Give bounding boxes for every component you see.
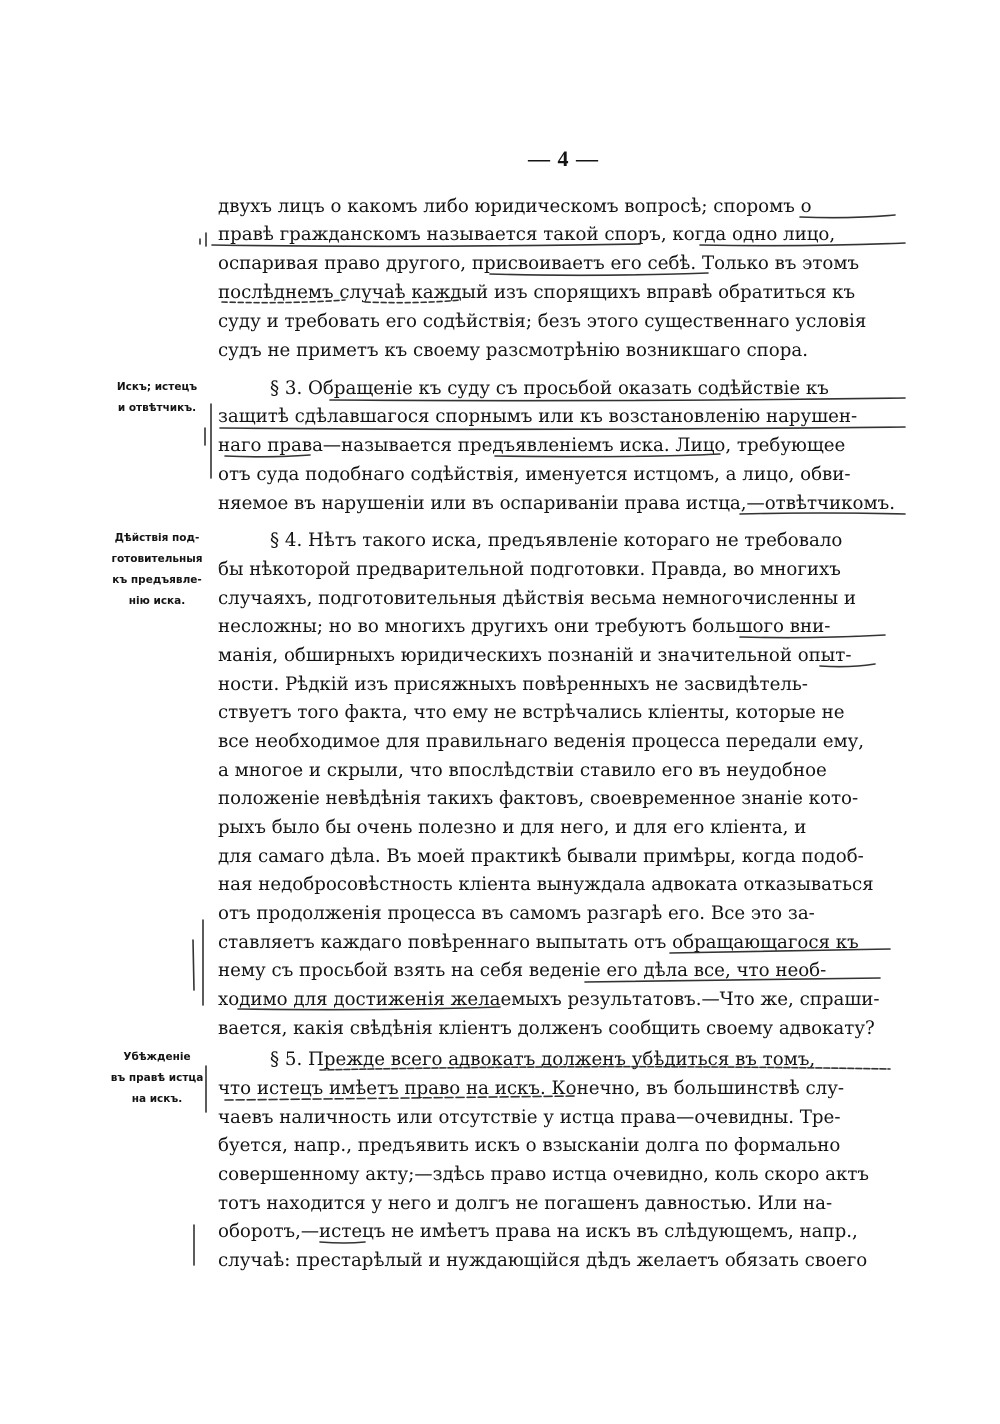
underline-mark: [495, 454, 720, 457]
margin-note-line: нію иска.: [128, 595, 186, 607]
underline-mark: [740, 635, 885, 638]
text-line: оспаривая право другого, присвоиваетъ его себѣ. Только въ этомъ: [218, 253, 860, 274]
margin-note-line: и отвѣтчикъ.: [117, 402, 197, 414]
text-line: отъ продолженія процесса въ самомъ разгарѣ его. Все это за-: [218, 903, 815, 924]
text-line: двухъ лицъ о какомъ либо юридическомъ вопросѣ; споромъ о: [218, 196, 812, 217]
text-line: вается, какія свѣдѣнія кліентъ долженъ сообщить своему адвокату?: [218, 1018, 875, 1039]
underline-mark: [222, 300, 345, 303]
text-line: все необходимое для правильнаго веденія процесса передали ему,: [218, 731, 865, 752]
margin-stroke: [193, 940, 194, 990]
text-line: § 5. Прежде всего адвокатъ долженъ убѣдиться въ томъ,: [270, 1049, 816, 1070]
underline-mark: [320, 1067, 890, 1070]
margin-note-line: Искъ; истецъ: [116, 381, 198, 393]
underline-mark: [212, 244, 640, 246]
margin-note-line: къ предъявле-: [112, 574, 202, 586]
margin-note-line: на искъ.: [131, 1093, 183, 1105]
text-line: для самаго дѣла. Въ моей практикѣ бывали примѣры, когда подоб-: [218, 846, 864, 867]
text-line: несложны; но во многихъ другихъ они требуютъ большого вни-: [218, 616, 831, 637]
text-line: случаяхъ, подготовительныя дѣйствія весьма немногочисленны и: [218, 588, 856, 609]
margin-note-line: Убѣжденіе: [123, 1051, 191, 1063]
underline-mark: [800, 215, 895, 218]
underline-mark: [225, 455, 310, 457]
text-line: наго права—называется предъявленіемъ иска. Лицо, требующее: [218, 435, 846, 456]
margin-note-line: готовительныя: [111, 553, 203, 565]
text-line: ствуетъ того факта, что ему не встрѣчались кліенты, которые не: [218, 702, 845, 723]
text-line: § 4. Нѣтъ такого иска, предъявленіе котораго не требовало: [270, 530, 843, 551]
text-line: правѣ гражданскомъ называется такой споръ, когда одно лицо,: [218, 224, 836, 245]
text-line: чаевъ наличность или отсутствіе у истца права—очевидны. Тре-: [218, 1107, 841, 1128]
text-line: отъ суда подобнаго содѣйствія, именуется истцомъ, а лицо, обви-: [218, 464, 851, 485]
text-line: няемое въ нарушеніи или въ оспариваніи права истца,—отвѣтчикомъ.: [218, 493, 895, 514]
text-line: рыхъ было бы очень полезно и для него, и для его кліента, и: [218, 817, 807, 838]
underline-mark: [740, 513, 905, 514]
underline-mark: [320, 1242, 365, 1243]
text-line: что истецъ имѣетъ право на искъ. Конечно, въ большинствѣ слу-: [218, 1078, 845, 1099]
page-number: — 4 —: [528, 146, 599, 171]
underline-mark: [365, 300, 460, 303]
text-line: бы нѣкоторой предварительной подготовки. Правда, во многихъ: [218, 559, 841, 580]
underline-mark: [585, 978, 880, 982]
text-line: защитѣ сдѣлавшагося спорнымъ или къ возстановленію нарушен-: [218, 406, 858, 427]
underline-mark: [220, 427, 905, 429]
text-line: суду и требовать его содѣйствія; безъ этого существеннаго условія: [218, 311, 867, 332]
text-line: тотъ находится у него и долгъ не погашенъ давностью. Или на-: [218, 1193, 833, 1214]
margin-note-line: Дѣйствія под-: [114, 532, 200, 544]
underline-mark: [490, 273, 708, 275]
text-line: а многое и скрыли, что впослѣдствіи ставило его въ неудобное: [218, 760, 827, 781]
underline-mark: [670, 949, 890, 953]
text-line: положеніе невѣдѣнія такихъ фактовъ, своевременное знаніе кото-: [218, 788, 859, 809]
text-line: ная недобросовѣстность кліента вынуждала адвоката отказываться: [218, 874, 874, 895]
text-line: ходимо для достиженія желаемыхъ результатовъ.—Что же, спраши-: [218, 989, 880, 1010]
text-line: ставляетъ каждаго повѣреннаго выпытать отъ обращающагося къ: [218, 932, 859, 953]
text-line: манія, обширныхъ юридическихъ познаній и значительной опыт-: [218, 645, 852, 666]
underline-mark: [820, 664, 875, 667]
text-line: ности. Рѣдкій изъ присяжныхъ повѣренныхъ не засвидѣтель-: [218, 674, 808, 695]
text-line: нему съ просьбой взять на себя веденіе его дѣла все, что необ-: [218, 960, 827, 981]
underline-mark: [700, 243, 905, 246]
text-line: § 3. Обращеніе къ суду съ просьбой оказать содѣйствіе къ: [270, 378, 829, 399]
text-line: послѣднемъ случаѣ каждый изъ спорящихъ вправѣ обратиться къ: [218, 282, 856, 303]
text-line: случаѣ: престарѣлый и нуждающійся дѣдъ желаетъ обязать своего: [218, 1250, 868, 1271]
underline-mark: [330, 398, 905, 401]
text-line: оборотъ,—истецъ не имѣетъ права на искъ въ слѣдующемъ, напр.,: [218, 1221, 858, 1242]
text-line: буется, напр., предъявить искъ о взысканіи долга по формально: [218, 1135, 841, 1156]
underline-mark: [225, 1096, 575, 1100]
margin-note-line: въ правѣ истца: [110, 1072, 204, 1084]
underline-mark: [238, 1007, 500, 1010]
text-line: судъ не приметъ къ своему разсмотрѣнію возникшаго спора.: [218, 340, 808, 361]
text-line: совершенному акту;—здѣсь право истца очевидно, коль скоро актъ: [218, 1164, 869, 1185]
